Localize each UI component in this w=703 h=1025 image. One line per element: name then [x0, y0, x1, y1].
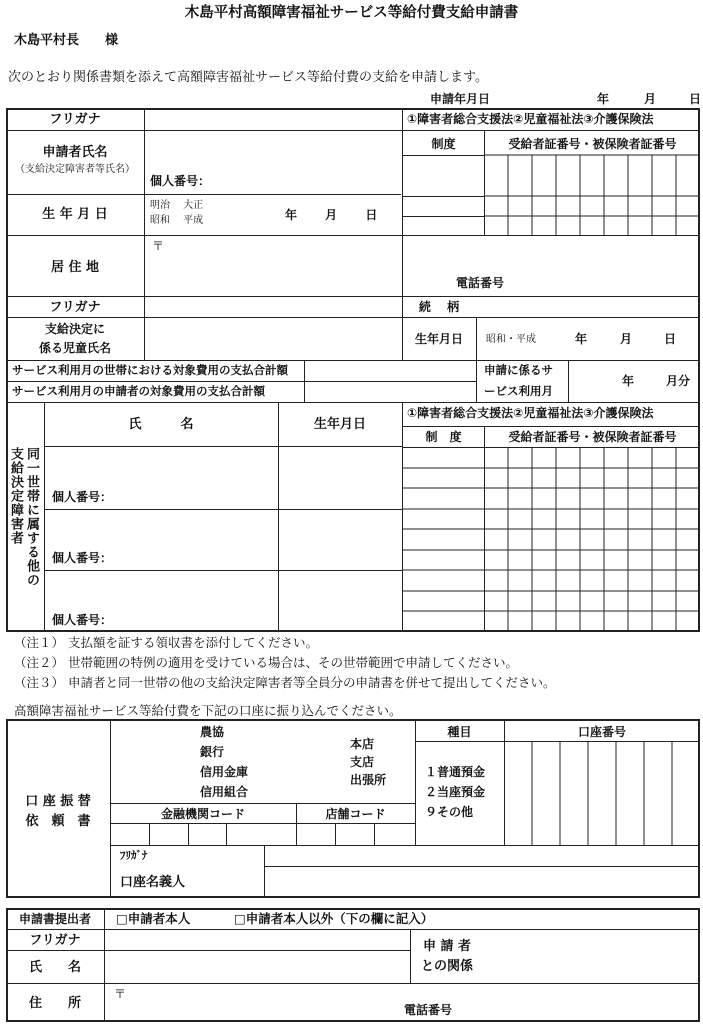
- child-birth-month[interactable]: 月: [620, 332, 633, 346]
- era-line-2[interactable]: 昭和 平成: [150, 215, 204, 226]
- note-3: （注３） 申請者と同一世帯の他の支給決定障害者等全員分の申請書を併せて提出してください。: [14, 675, 556, 690]
- applicant-name-sublabel: （支給決定障害者等氏名）: [15, 164, 135, 175]
- child-label-2: 係る児童氏名: [38, 341, 111, 355]
- submitter-relation-label-1: 申 請 者: [422, 939, 472, 954]
- addressee: 木島平村長 様: [14, 33, 119, 48]
- system-row-line: [402, 155, 484, 156]
- service-month-label-2: ービス利用月: [484, 384, 553, 398]
- deposit-type-2[interactable]: ２当座預金: [425, 785, 486, 799]
- birthdate-ymd[interactable]: 年 月 日: [285, 208, 378, 222]
- child-furigana-label: フリガナ: [49, 300, 101, 315]
- relation-label: 続 柄: [418, 300, 460, 314]
- holder-label: 口座名義人: [120, 875, 186, 890]
- inst-code-label: 金融機関コード: [160, 807, 245, 821]
- child-birth-year[interactable]: 年: [575, 332, 588, 346]
- holder-furigana-label: ﾌﾘｶﾞﾅ: [120, 849, 148, 862]
- service-month-month[interactable]: 月分: [666, 374, 691, 388]
- household-cert-label: 受給者証番号・被保険者証番号: [508, 430, 677, 444]
- inst-type-1[interactable]: 農協: [200, 725, 225, 739]
- deposit-type-1[interactable]: １普通預金: [425, 765, 486, 779]
- address-label: 居 住 地: [50, 260, 100, 275]
- service-month-year[interactable]: 年: [622, 374, 635, 388]
- apply-date-label: 申請年月日: [430, 92, 491, 106]
- apply-date-year[interactable]: 年: [597, 92, 610, 106]
- household-mynumber-1: 個人番号：: [52, 490, 113, 504]
- household-system-label: 制 度: [425, 430, 462, 444]
- era-line-1[interactable]: 明治 大正: [150, 200, 204, 211]
- household-mynumber-2: 個人番号：: [52, 551, 113, 565]
- applicant-name-label: 申請者氏名: [42, 145, 108, 160]
- note-1: （注１） 支払額を証する領収書を添付してください。: [14, 635, 318, 650]
- household-law-header: ①障害者総合支援法②児童福祉法③介護保険法: [407, 406, 654, 420]
- account-number-header: 口座番号: [577, 725, 626, 739]
- submitter-postal-mark: 〒: [114, 987, 127, 1001]
- branch-type-2[interactable]: 支店: [350, 755, 375, 769]
- child-birth-label: 生年月日: [414, 332, 463, 346]
- inst-type-3[interactable]: 信用金庫: [200, 765, 249, 779]
- branch-code-label: 店舗コード: [325, 807, 386, 821]
- inst-type-4[interactable]: 信用組合: [200, 785, 249, 799]
- submitter-address-label: 住 所: [28, 996, 81, 1011]
- cert-number-label: 受給者証番号・被保険者証番号: [508, 137, 677, 151]
- account-number-grid[interactable]: [504, 741, 700, 845]
- bank-side-label-1: 口 座 振 替: [25, 794, 91, 809]
- branch-type-3[interactable]: 出張所: [350, 773, 387, 787]
- applicant-mynumber-label: 個人番号：: [150, 174, 211, 188]
- submitter-option-self[interactable]: □申請者本人: [116, 911, 191, 926]
- household-side-label-right: 同一世帯に属する他の: [24, 447, 40, 587]
- system-label: 制度: [431, 137, 456, 151]
- system-row-line: [402, 196, 484, 197]
- system-row-line: [402, 216, 484, 217]
- apply-date-month[interactable]: 月: [644, 92, 657, 106]
- submitter-furigana-label: フリガナ: [29, 933, 81, 948]
- apply-date-day[interactable]: 日: [689, 92, 702, 106]
- birthdate-label: 生 年 月 日: [42, 207, 108, 222]
- branch-type-1[interactable]: 本店: [350, 737, 375, 751]
- household-name-header: 氏 名: [128, 417, 194, 432]
- deposit-type-header: 種目: [447, 725, 472, 739]
- bank-intro: 高額障害福祉サービス等給付費を下記の口座に振り込んでください。: [14, 703, 402, 718]
- note-2: （注２） 世帯範囲の特例の適用を受けている場合は、その世帯範囲で申請してください。: [14, 655, 518, 670]
- intro-text: 次のとおり関係書類を添えて高額障害福祉サービス等給付費の支給を申請します。: [8, 70, 488, 85]
- applicant-total-label: サービス利用月の申請者の対象費用の支払合計額: [12, 384, 265, 398]
- household-side-label-left: 支給決定障害者: [8, 447, 24, 545]
- service-month-label-1: 申請に係るサ: [484, 363, 553, 377]
- phone-label: 電話番号: [456, 276, 505, 290]
- submitter-option-other[interactable]: □申請者本人以外（下の欄に記入）: [234, 911, 434, 926]
- child-label-1: 支給決定に: [44, 322, 105, 336]
- child-birth-day[interactable]: 日: [664, 332, 677, 346]
- submitter-name-label: 氏 名: [28, 960, 81, 975]
- household-mynumber-3: 個人番号：: [52, 613, 113, 627]
- submitter-phone-label: 電話番号: [404, 1003, 453, 1017]
- postal-mark: 〒: [152, 239, 165, 253]
- household-total-label: サービス利用月の世帯における対象費用の支払合計額: [12, 363, 288, 377]
- deposit-type-9[interactable]: ９その他: [425, 805, 474, 819]
- form-title: 木島平村高額障害福祉サービス等給付費支給申請書: [184, 5, 519, 21]
- inst-type-2[interactable]: 銀行: [200, 745, 225, 759]
- applicant-furigana-label: フリガナ: [49, 112, 101, 127]
- child-birth-era[interactable]: 昭和・平成: [486, 334, 536, 345]
- bank-side-label-2: 依 頼 書: [25, 814, 91, 829]
- applicant-law-header: ①障害者総合支援法②児童福祉法③介護保険法: [407, 112, 654, 126]
- submitter-relation-label-2: との関係: [420, 959, 473, 974]
- household-birth-header: 生年月日: [313, 417, 366, 432]
- household-cert-grid[interactable]: [403, 447, 700, 632]
- submitter-label: 申請書提出者: [18, 912, 91, 926]
